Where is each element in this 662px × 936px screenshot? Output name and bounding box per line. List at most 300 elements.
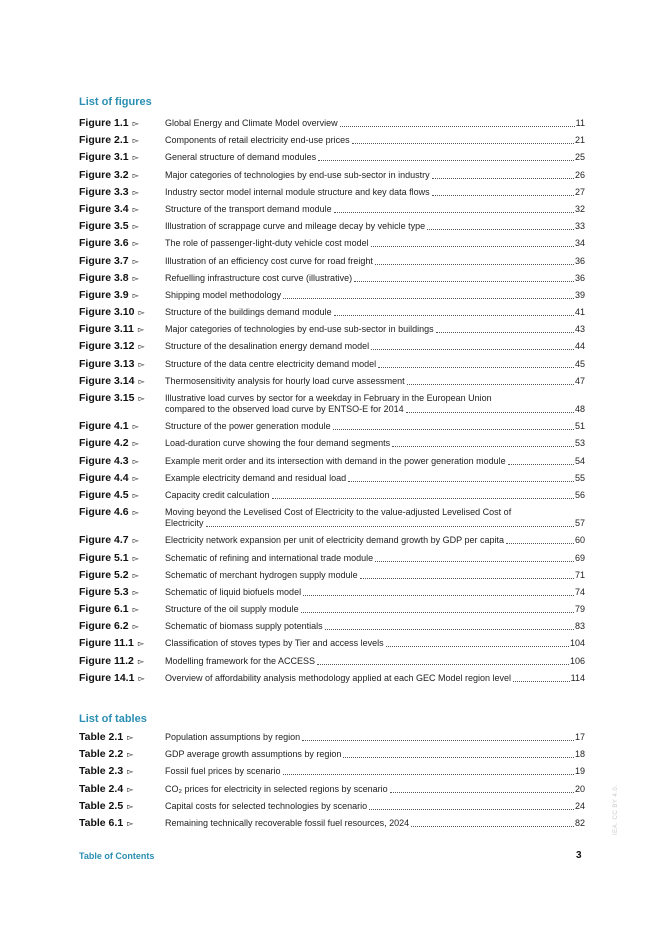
arrow-icon: ▻ <box>127 750 134 760</box>
page-number: 3 <box>576 850 582 861</box>
arrow-icon: ▻ <box>132 204 139 214</box>
figure-entry[interactable] <box>79 204 585 215</box>
figure-entry[interactable] <box>79 238 585 249</box>
figure-title-text: Capacity credit calculation <box>165 489 270 500</box>
figure-page-number[interactable]: 60 <box>574 535 585 546</box>
figure-title-text: Illustration of an efficiency cost curve for road freight <box>165 255 373 266</box>
figure-title-line <box>165 187 585 198</box>
figure-page-number[interactable]: 36 <box>574 272 585 283</box>
figure-number: Figure 3.11 <box>79 323 134 336</box>
arrow-icon: ▻ <box>132 553 139 563</box>
table-entry[interactable] <box>79 801 585 812</box>
figure-entry[interactable] <box>79 187 585 198</box>
figure-number: Figure 5.3 <box>79 585 129 598</box>
figure-page-number[interactable]: 47 <box>574 375 585 386</box>
figure-label <box>79 359 165 370</box>
figure-title-text: Shipping model methodology <box>165 289 282 300</box>
dot-leader <box>317 664 569 665</box>
figure-label <box>79 604 165 615</box>
figure-label <box>79 490 165 501</box>
table-title-line <box>165 732 585 743</box>
figure-entry[interactable] <box>79 307 585 318</box>
figure-title <box>165 187 585 198</box>
dot-leader <box>508 464 574 465</box>
figure-title <box>165 290 585 301</box>
figure-entry[interactable] <box>79 621 585 632</box>
list-of-figures-heading: List of figures <box>79 96 152 108</box>
arrow-icon: ▻ <box>132 136 139 146</box>
figure-title <box>165 152 585 163</box>
figure-title-text: Classification of stoves types by Tier and access levels <box>165 638 384 649</box>
table-number: Table 2.2 <box>79 748 124 761</box>
arrow-icon: ▻ <box>132 587 139 597</box>
figure-page-number[interactable]: 32 <box>574 203 585 214</box>
tables-list <box>79 732 585 835</box>
figure-title-line <box>165 473 585 484</box>
figure-title <box>165 490 585 501</box>
figure-label <box>79 473 165 484</box>
figure-title-text: Structure of the desalination energy demand model <box>165 341 370 352</box>
dot-leader <box>371 246 574 247</box>
figure-number: Figure 3.13 <box>79 357 135 370</box>
figure-entry[interactable] <box>79 118 585 129</box>
table-label <box>79 732 165 743</box>
license-watermark: IEA. CC BY 4.0. <box>613 784 619 835</box>
table-entry[interactable] <box>79 749 585 760</box>
figure-number: Figure 5.2 <box>79 568 129 581</box>
figure-title-text: Structure of the oil supply module <box>165 604 299 615</box>
figure-label <box>79 421 165 432</box>
figure-page-number[interactable]: 74 <box>574 586 585 597</box>
dot-leader <box>303 595 574 596</box>
table-title <box>165 749 585 760</box>
figure-entry[interactable] <box>79 376 585 387</box>
table-title <box>165 766 585 777</box>
figure-label <box>79 553 165 564</box>
figure-entry[interactable] <box>79 273 585 284</box>
figure-page-number[interactable]: 51 <box>574 421 585 432</box>
figure-number: Figure 6.2 <box>79 620 129 633</box>
figure-title-line <box>165 238 585 249</box>
figure-label <box>79 570 165 581</box>
dot-leader <box>375 561 574 562</box>
figure-title-line <box>165 118 585 129</box>
figure-number: Figure 11.2 <box>79 654 134 667</box>
dot-leader <box>283 774 574 775</box>
table-title <box>165 818 585 829</box>
figure-entry[interactable] <box>79 490 585 501</box>
figure-number: Figure 3.3 <box>79 185 129 198</box>
table-page-number[interactable]: 17 <box>574 732 585 742</box>
figure-entry[interactable] <box>79 456 585 467</box>
figure-title <box>165 341 585 352</box>
figure-page-number[interactable]: 69 <box>574 552 585 563</box>
table-label <box>79 818 165 829</box>
figure-label <box>79 290 165 301</box>
arrow-icon: ▻ <box>132 536 139 546</box>
dot-leader <box>390 792 574 793</box>
arrow-icon: ▻ <box>132 439 139 449</box>
dot-leader <box>369 809 574 810</box>
figure-entry[interactable] <box>79 587 585 598</box>
figure-title-line <box>165 256 585 267</box>
arrow-icon: ▻ <box>132 239 139 249</box>
table-page-number[interactable]: 20 <box>574 783 585 794</box>
figure-label <box>79 118 165 129</box>
dot-leader <box>301 612 574 613</box>
figure-page-number[interactable]: 26 <box>574 169 585 180</box>
table-entry[interactable] <box>79 766 585 777</box>
arrow-icon: ▻ <box>132 622 139 632</box>
figure-number: Figure 4.6 <box>79 506 129 519</box>
figure-title <box>165 118 585 129</box>
arrow-icon: ▻ <box>132 290 139 300</box>
figure-number: Figure 4.5 <box>79 488 129 501</box>
list-of-tables-heading: List of tables <box>79 713 147 725</box>
figure-title-line <box>165 421 585 432</box>
table-entry[interactable] <box>79 784 585 795</box>
figure-label <box>79 221 165 232</box>
table-number: Table 2.5 <box>79 799 124 812</box>
table-label <box>79 766 165 777</box>
figure-label <box>79 152 165 163</box>
table-label <box>79 801 165 812</box>
figure-title-line <box>165 324 585 335</box>
figure-title-text: Schematic of refining and international trade module <box>165 552 374 563</box>
figure-page-number[interactable]: 27 <box>574 186 585 197</box>
figure-entry[interactable] <box>79 152 585 163</box>
figure-entry[interactable] <box>79 256 585 267</box>
figure-label <box>79 587 165 598</box>
figure-title-text: Electricity network expansion per unit of electricity demand growth by GDP per capita <box>165 535 504 546</box>
arrow-icon: ▻ <box>132 170 139 180</box>
figure-label <box>79 324 165 335</box>
figure-page-number[interactable]: 57 <box>574 518 585 529</box>
table-page-number[interactable]: 24 <box>574 800 585 811</box>
figure-title <box>165 256 585 267</box>
figure-entry[interactable] <box>79 553 585 564</box>
arrow-icon: ▻ <box>132 456 139 466</box>
table-page-number[interactable]: 19 <box>574 766 585 777</box>
figure-number: Figure 2.1 <box>79 134 129 147</box>
arrow-icon: ▻ <box>127 818 134 828</box>
figure-number: Figure 3.6 <box>79 237 129 250</box>
figure-title-line <box>165 376 585 387</box>
figure-label <box>79 135 165 146</box>
arrow-icon: ▻ <box>138 394 145 403</box>
figure-page-number[interactable]: 53 <box>574 438 585 449</box>
figure-page-number[interactable]: 55 <box>574 472 585 483</box>
arrow-icon: ▻ <box>127 733 134 742</box>
figure-page-number[interactable]: 44 <box>574 341 585 352</box>
figure-label <box>79 376 165 387</box>
figure-label <box>79 187 165 198</box>
dot-leader <box>506 543 574 544</box>
figure-title-text: Schematic of biomass supply potentials <box>165 621 323 632</box>
figure-title-line <box>165 359 585 370</box>
figure-entry[interactable] <box>79 324 585 335</box>
figure-title-line: Moving beyond the Levelised Cost of Electricity to the value-adjusted Levelised Cost of <box>165 507 512 518</box>
figure-page-number[interactable]: 56 <box>574 489 585 500</box>
figure-number: Figure 3.14 <box>79 374 135 387</box>
arrow-icon: ▻ <box>138 673 145 683</box>
figure-title-text: Overview of affordability analysis methodology applied at each GEC Model region level <box>165 672 512 683</box>
figure-number: Figure 3.9 <box>79 288 129 301</box>
figure-title-line <box>165 490 585 501</box>
figure-label <box>79 256 165 267</box>
figure-entry[interactable] <box>79 507 585 529</box>
figure-title-text: Components of retail electricity end-use prices <box>165 135 350 146</box>
figure-title-text: Industry sector model internal module structure and key data flows <box>165 186 430 197</box>
figure-title <box>165 273 585 284</box>
figure-entry[interactable] <box>79 290 585 301</box>
table-of-contents-link[interactable]: Table of Contents <box>79 851 155 861</box>
figure-title <box>165 656 585 667</box>
arrow-icon: ▻ <box>138 359 145 369</box>
figure-number: Figure 14.1 <box>79 671 135 684</box>
table-title-line <box>165 801 585 812</box>
figure-number: Figure 3.4 <box>79 202 129 215</box>
figure-entry[interactable] <box>79 473 585 484</box>
dot-leader <box>432 178 574 179</box>
dot-leader <box>371 349 574 350</box>
dot-leader <box>340 126 575 127</box>
figure-page-number[interactable]: 83 <box>574 621 585 632</box>
figure-label <box>79 621 165 632</box>
figure-title-line <box>165 621 585 632</box>
figure-title-text: Structure of the transport demand module <box>165 203 332 214</box>
table-page-number[interactable]: 82 <box>574 817 585 828</box>
dot-leader <box>360 578 574 579</box>
dot-leader <box>343 757 574 758</box>
figure-title-text: The role of passenger-light-duty vehicle cost model <box>165 238 369 249</box>
figure-title-text: Schematic of merchant hydrogen supply module <box>165 569 358 580</box>
figure-page-number[interactable]: 43 <box>574 324 585 335</box>
figure-label <box>79 238 165 249</box>
figure-title-text: Major categories of technologies by end-use sub-sector in buildings <box>165 324 434 335</box>
figure-number: Figure 4.1 <box>79 420 129 433</box>
figure-entry[interactable] <box>79 656 585 667</box>
figure-title-line <box>165 170 585 181</box>
figure-entry[interactable] <box>79 638 585 649</box>
dot-leader <box>283 298 574 299</box>
figure-title <box>165 507 585 529</box>
figure-label <box>79 204 165 215</box>
figure-title <box>165 553 585 564</box>
figure-entry[interactable] <box>79 341 585 352</box>
figure-title-text: Illustration of scrappage curve and mileage decay by vehicle type <box>165 221 426 232</box>
table-title <box>165 732 585 743</box>
dot-leader <box>206 526 574 527</box>
figure-page-number[interactable]: 114 <box>570 672 585 683</box>
arrow-icon: ▻ <box>132 273 139 283</box>
table-title-line <box>165 749 585 760</box>
dot-leader <box>302 740 574 741</box>
figure-title <box>165 393 585 415</box>
table-title <box>165 784 585 795</box>
figure-title-line <box>165 570 585 581</box>
figure-title-text: General structure of demand modules <box>165 152 317 163</box>
figure-title <box>165 359 585 370</box>
dot-leader <box>272 498 574 499</box>
figure-page-number[interactable]: 48 <box>574 404 585 414</box>
figure-label <box>79 638 165 649</box>
figure-title-text: Schematic of liquid biofuels model <box>165 586 302 597</box>
dot-leader <box>432 195 574 196</box>
figure-title-line <box>165 587 585 598</box>
figure-title-text: Structure of the buildings demand module <box>165 307 332 318</box>
figure-entry[interactable] <box>79 673 585 684</box>
figure-number: Figure 3.15 <box>79 392 135 404</box>
figure-label <box>79 438 165 449</box>
figure-title-line <box>165 456 585 467</box>
figure-title-text: Load-duration curve showing the four demand segments <box>165 438 391 449</box>
figure-entry[interactable] <box>79 221 585 232</box>
figure-title-text: compared to the observed load curve by ENTSO-E for 2014 <box>165 404 404 414</box>
figure-page-number[interactable]: 21 <box>574 135 585 146</box>
figure-entry[interactable] <box>79 438 585 449</box>
arrow-icon: ▻ <box>132 222 139 232</box>
dot-leader <box>406 412 574 413</box>
table-title-text: GDP average growth assumptions by region <box>165 749 342 760</box>
arrow-icon: ▻ <box>132 153 139 163</box>
dot-leader <box>318 160 574 161</box>
figure-page-number[interactable]: 45 <box>574 358 585 369</box>
figure-number: Figure 3.10 <box>79 306 135 319</box>
figure-title-line <box>165 638 585 649</box>
figure-number: Figure 5.1 <box>79 551 129 564</box>
figure-title-line <box>165 404 585 415</box>
arrow-icon: ▻ <box>138 376 145 386</box>
figure-number: Figure 4.4 <box>79 471 129 484</box>
figure-title-line <box>165 438 585 449</box>
figure-title <box>165 135 585 146</box>
figure-number: Figure 3.2 <box>79 168 129 181</box>
dot-leader <box>392 446 574 447</box>
figure-title-line <box>165 152 585 163</box>
figure-page-number[interactable]: 106 <box>569 655 585 666</box>
figure-title <box>165 376 585 387</box>
figure-title-line <box>165 604 585 615</box>
dot-leader <box>334 212 574 213</box>
dot-leader <box>348 481 574 482</box>
figure-title-line <box>165 135 585 146</box>
table-number: Table 2.4 <box>79 782 124 795</box>
arrow-icon: ▻ <box>137 656 145 666</box>
arrow-icon: ▻ <box>132 490 139 500</box>
arrow-icon: ▻ <box>127 801 134 811</box>
arrow-icon: ▻ <box>132 570 139 580</box>
figure-label <box>79 656 165 667</box>
figure-page-number[interactable]: 34 <box>574 238 585 249</box>
figure-page-number[interactable]: 71 <box>574 569 585 580</box>
arrow-icon: ▻ <box>138 308 145 318</box>
table-entry[interactable] <box>79 732 585 743</box>
figure-label <box>79 535 165 546</box>
figure-title-text: Major categories of technologies by end-use sub-sector in industry <box>165 169 430 180</box>
figure-title <box>165 307 585 318</box>
figure-title-text: Global Energy and Climate Model overview <box>165 118 338 128</box>
dot-leader <box>411 826 574 827</box>
figure-label <box>79 341 165 352</box>
table-entry[interactable] <box>79 818 585 829</box>
figure-page-number[interactable]: 41 <box>574 307 585 318</box>
table-title-text: Fossil fuel prices by scenario <box>165 766 281 777</box>
figure-title <box>165 473 585 484</box>
dot-leader <box>427 229 574 230</box>
figure-title <box>165 535 585 546</box>
dot-leader <box>334 315 574 316</box>
figure-entry[interactable] <box>79 135 585 146</box>
figure-title <box>165 604 585 615</box>
arrow-icon: ▻ <box>132 187 139 197</box>
table-title-line <box>165 784 585 795</box>
figure-entry[interactable] <box>79 393 585 415</box>
arrow-icon: ▻ <box>132 508 139 518</box>
figure-page-number[interactable]: 104 <box>569 638 585 649</box>
dot-leader <box>354 281 574 282</box>
figure-page-number[interactable]: 36 <box>574 255 585 266</box>
arrow-icon: ▻ <box>132 119 139 128</box>
figure-page-number[interactable]: 33 <box>574 221 585 232</box>
figure-title <box>165 221 585 232</box>
figure-number: Figure 3.7 <box>79 254 129 267</box>
dot-leader <box>325 629 574 630</box>
arrow-icon: ▻ <box>132 605 139 615</box>
table-title <box>165 801 585 812</box>
table-number: Table 2.1 <box>79 731 124 743</box>
figure-title-text: Structure of the power generation module <box>165 421 331 432</box>
table-label <box>79 784 165 795</box>
figure-label <box>79 507 165 518</box>
figure-title <box>165 621 585 632</box>
figure-page-number[interactable]: 11 <box>575 118 585 128</box>
figure-title <box>165 170 585 181</box>
figure-title-line <box>165 535 585 546</box>
figure-title-line <box>165 341 585 352</box>
table-page-number[interactable]: 18 <box>574 749 585 760</box>
table-title-line <box>165 818 585 829</box>
figure-title-line <box>165 307 585 318</box>
figure-title-text: Thermosensitivity analysis for hourly load curve assessment <box>165 375 405 386</box>
figure-entry[interactable] <box>79 170 585 181</box>
figure-title-text: Refuelling infrastructure cost curve (illustrative) <box>165 272 353 283</box>
figure-page-number[interactable]: 54 <box>574 455 585 466</box>
figure-number: Figure 3.8 <box>79 271 129 284</box>
figure-entry[interactable] <box>79 570 585 581</box>
figure-title-text: Example merit order and its intersection with demand in the power generation module <box>165 455 506 466</box>
arrow-icon: ▻ <box>132 256 139 266</box>
figure-entry[interactable] <box>79 421 585 432</box>
figure-entry[interactable] <box>79 535 585 546</box>
figure-title-text: Electricity <box>165 518 204 529</box>
arrow-icon: ▻ <box>132 422 139 432</box>
figure-title-text: Structure of the data centre electricity demand model <box>165 358 377 369</box>
figure-title <box>165 570 585 581</box>
figure-label <box>79 170 165 181</box>
figure-title-text: Example electricity demand and residual load <box>165 472 347 483</box>
figure-entry[interactable] <box>79 359 585 370</box>
arrow-icon: ▻ <box>138 342 145 352</box>
figure-page-number[interactable]: 25 <box>574 152 585 163</box>
figure-page-number[interactable]: 79 <box>574 604 585 615</box>
dot-leader <box>333 429 574 430</box>
arrow-icon: ▻ <box>137 639 145 649</box>
figure-title-line <box>165 553 585 564</box>
dot-leader <box>386 646 569 647</box>
figure-entry[interactable] <box>79 604 585 615</box>
figure-page-number[interactable]: 39 <box>574 289 585 300</box>
